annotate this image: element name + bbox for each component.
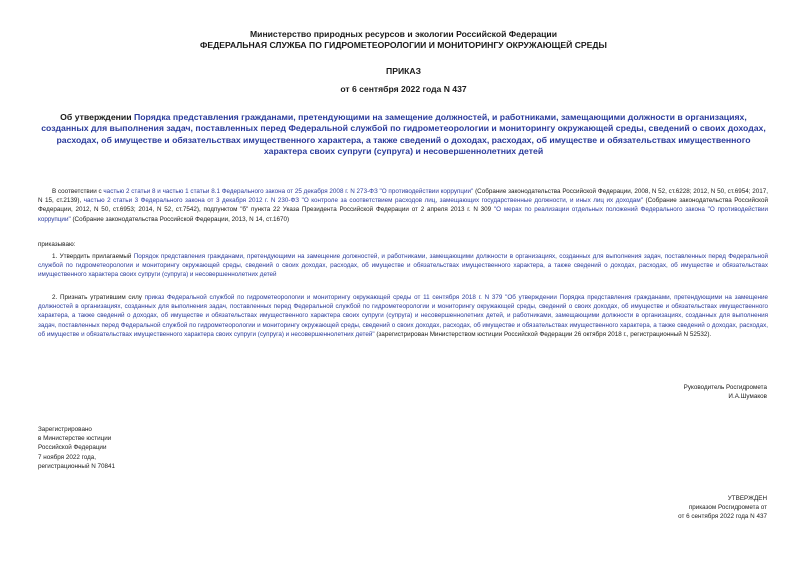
item-2-text-2: (зарегистрирован Министерством юстиции Российской Федерации 26 октября 2018 г., регистрационный N 52532). xyxy=(374,330,712,338)
registration-line-3: Российской Федерации xyxy=(38,444,107,452)
preamble-link-ukaz[interactable]: "О мерах по реализации отдельных положений Федерального закона "О противодействии коррупции" xyxy=(38,206,768,223)
registration-line-2: в Министерстве юстиции xyxy=(38,435,112,443)
signature-position: Руководитель Росгидромета xyxy=(683,384,767,391)
preamble-link-230fz[interactable]: частью 2 статьи 3 Федерального закона от 3 декабря 2012 г. N 230-ФЗ "О контроле за соответствием расходов лиц, замещающих государственные должности, и иных лиц их доходам" xyxy=(83,197,644,205)
preamble-text-1: В соответствии с xyxy=(52,188,104,195)
prikazyvayu-text: приказываю: xyxy=(38,241,76,248)
title-prefix: Об утверждении xyxy=(60,112,134,122)
doc-type-heading: ПРИКАЗ xyxy=(386,66,421,76)
ministry-heading: Министерство природных ресурсов и экологии Российской Федерации xyxy=(250,29,557,39)
approved-line-1: УТВЕРЖДЕН xyxy=(727,495,767,502)
item-2-text-1: 2. Признать утратившим силу xyxy=(52,294,145,301)
document-title xyxy=(40,112,767,158)
title-link[interactable]: Порядка представления гражданами, претендующими на замещение должностей, и работниками, замещающими должности в организациях, созданных для выполнения задач, поставленных перед Федеральной службой по гидрометеорологии и мониторингу окружающей среды, сведений о своих доходах, расходах, об имуществе и обязательствах имущественного характера, а также сведений о доходах, расходах, об имуществе и обязательствах имущественного характера своих супруги (супруга) и несовершеннолетних детей xyxy=(41,112,766,157)
approved-block xyxy=(678,494,767,522)
signature-block xyxy=(684,383,767,401)
preamble-text-2: (Собрание законодательства Российской Федерации, 2008, N 52, ст.6228; 2012, N 50, ст.6954; 2017, N 15, ст.2139), xyxy=(38,188,769,205)
item-1-paragraph xyxy=(38,252,768,280)
preamble-text-4: (Собрание законодательства Российской Федерации, 2013, N 14, ст.1670) xyxy=(70,215,290,223)
approved-line-2: приказом Росгидромета от xyxy=(688,504,767,512)
preamble-paragraph xyxy=(38,187,768,224)
preamble-link-273fz[interactable]: частью 2 статьи 8 и частью 1 статьи 8.1 Федерального закона от 25 декабря 2008 г. N 273-ФЗ "О противодействии коррупции" xyxy=(103,188,474,195)
registration-line-5: регистрационный N 70841 xyxy=(38,462,116,470)
item-2-paragraph xyxy=(38,293,768,339)
registration-line-4: 7 ноября 2022 года, xyxy=(38,453,97,461)
service-heading: ФЕДЕРАЛЬНАЯ СЛУЖБА ПО ГИДРОМЕТЕОРОЛОГИИ И МОНИТОРИНГУ ОКРУЖАЮЩЕЙ СРЕДЫ xyxy=(200,40,607,50)
doc-date-number: от 6 сентября 2022 года N 437 xyxy=(340,84,467,94)
item-2-link[interactable]: приказ Федеральной службой по гидрометеорологии и мониторингу окружающей среды от 11 сентября 2018 г. N 379 "Об утверждении Порядка представления гражданами, претендующими на замещение должностей в организациях, созданных для выполнения задач, поставленных перед Федеральной службой по гидрометеорологии и мониторингу окружающей среды, сведений о своих доходах, об имуществе и обязательствах имущественного характера, а также сведений о доходах, об имуществе и обязательствах имущественного характера своих супруги (супруга) и несовершеннолетних детей, и работниками, замещающими должности в организациях, созданных для выполнения задач, поставленных перед Федеральной службой по гидрометеорологии и мониторингу окружающей среды, сведений о своих доходах, расходах, об имуществе и обязательствах имущественного характера, а также сведений о доходах, расходах, об имуществе и обязательствах имущественного характера своих супруги (супруга) и несовершеннолетних детей" xyxy=(38,294,768,338)
item-1-text: 1. Утвердить прилагаемый xyxy=(52,253,134,260)
item-1-link[interactable]: Порядок представления гражданами, претендующими на замещение должностей, и работниками, замещающими должности в организациях, созданных для выполнения задач, поставленных перед Федеральной службой по гидрометеорологии и мониторингу окружающей среды, сведений о своих доходах, расходах, об имуществе и обязательствах имущественного характера, а также сведений о доходах, расходах, об имуществе и обязательствах имущественного характера своих супруги (супруга) и несовершеннолетних детей xyxy=(38,253,768,279)
registration-block xyxy=(38,425,115,471)
approved-line-3: от 6 сентября 2022 года N 437 xyxy=(678,513,767,521)
preamble-text-3: (Собрание законодательства Российской Федерации, 2012, N 50, ст.6953; 2014, N 52, ст.7542), подпунктом "б" пункта 22 Указа Президента Российской Федерации от 2 апреля 2013 г. N 309 xyxy=(38,197,769,214)
signature-name: И.А.Шумаков xyxy=(728,393,767,401)
registration-line-1: Зарегистрировано xyxy=(38,426,92,433)
